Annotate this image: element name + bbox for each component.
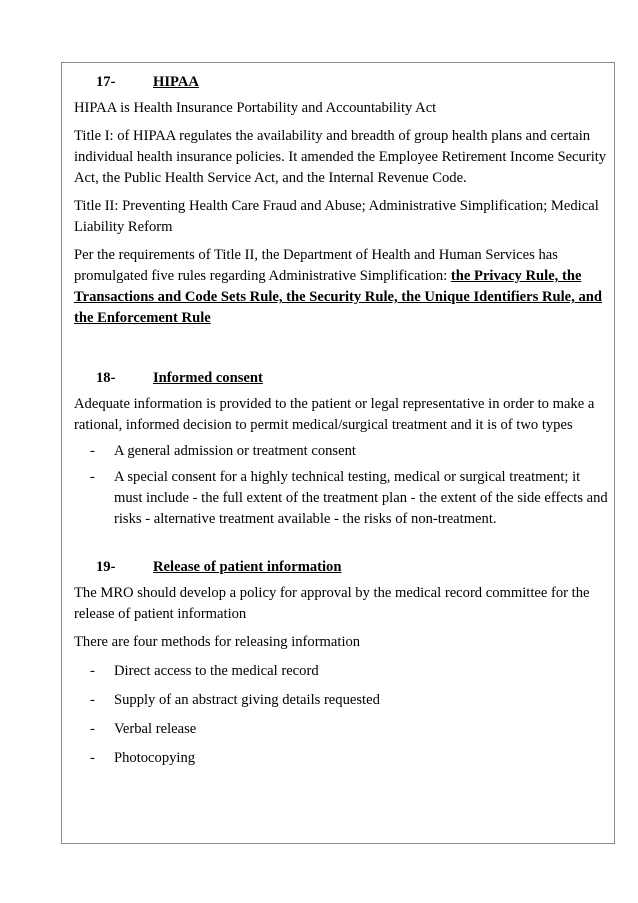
dash-marker: - [90,443,95,459]
release-methods-list [74,661,610,769]
section-title: HIPAA [153,73,199,90]
document-content [74,71,610,769]
section-number: 18- [96,369,116,386]
list-item [74,690,610,711]
section-heading-informed-consent [74,367,610,389]
paragraph: The MRO should develop a policy for approval by the medical record committee for the release of patient information [74,585,590,622]
section-number: 17- [96,73,116,90]
list-item [74,661,610,682]
section-heading-hipaa [74,71,610,93]
list-item-text: A special consent for a highly technical testing, medical or surgical treatment; it must include - the full extent of the treatment plan - the extent of the side effects and risks - alternative treatment available - the risks of non-treatment. [114,469,608,527]
paragraph: HIPAA is Health Insurance Portability and Accountability Act [74,100,437,116]
section-title: Release of patient information [153,558,342,575]
list-item-text: Verbal release [114,721,197,737]
rules-list: the Privacy Rule, the Transactions and Code Sets Rule, the Security Rule, the Unique Identifiers Rule, and the Enforcement Rule [74,268,602,326]
dash-marker: - [90,721,95,737]
section-number: 19- [96,558,116,575]
dash-marker: - [90,692,95,708]
paragraph: There are four methods for releasing information [74,634,361,650]
list-item [74,467,610,530]
paragraph: Title II: Preventing Health Care Fraud and Abuse; Administrative Simplification; Medical Liability Reform [74,198,599,235]
list-item-text: Supply of an abstract giving details requested [114,692,380,708]
paragraph: Title I: of HIPAA regulates the availability and breadth of group health plans and certain individual health insurance policies. It amended the Employee Retirement Income Security Act, the Public Health Service Act, and the Internal Revenue Code. [74,128,607,186]
list-item-text: Direct access to the medical record [114,663,319,679]
list-item [74,719,610,740]
dash-marker: - [90,469,95,485]
list-item [74,748,610,769]
list-item-text: A general admission or treatment consent [114,443,356,459]
list-item [74,441,610,462]
rules-lead: Per the requirements of Title II, the Department of Health and Human Services has promulgated five rules regarding Administrative Simplification: [74,247,558,284]
list-item-text: Photocopying [114,750,196,766]
paragraph [74,245,610,329]
section-heading-release-info [74,556,610,578]
dash-marker: - [90,750,95,766]
section-title: Informed consent [153,369,263,386]
dash-marker: - [90,663,95,679]
consent-type-list [74,441,610,530]
paragraph: Adequate information is provided to the patient or legal representative in order to make a rational, informed decision to permit medical/surgical treatment and it is of two types [74,396,595,433]
